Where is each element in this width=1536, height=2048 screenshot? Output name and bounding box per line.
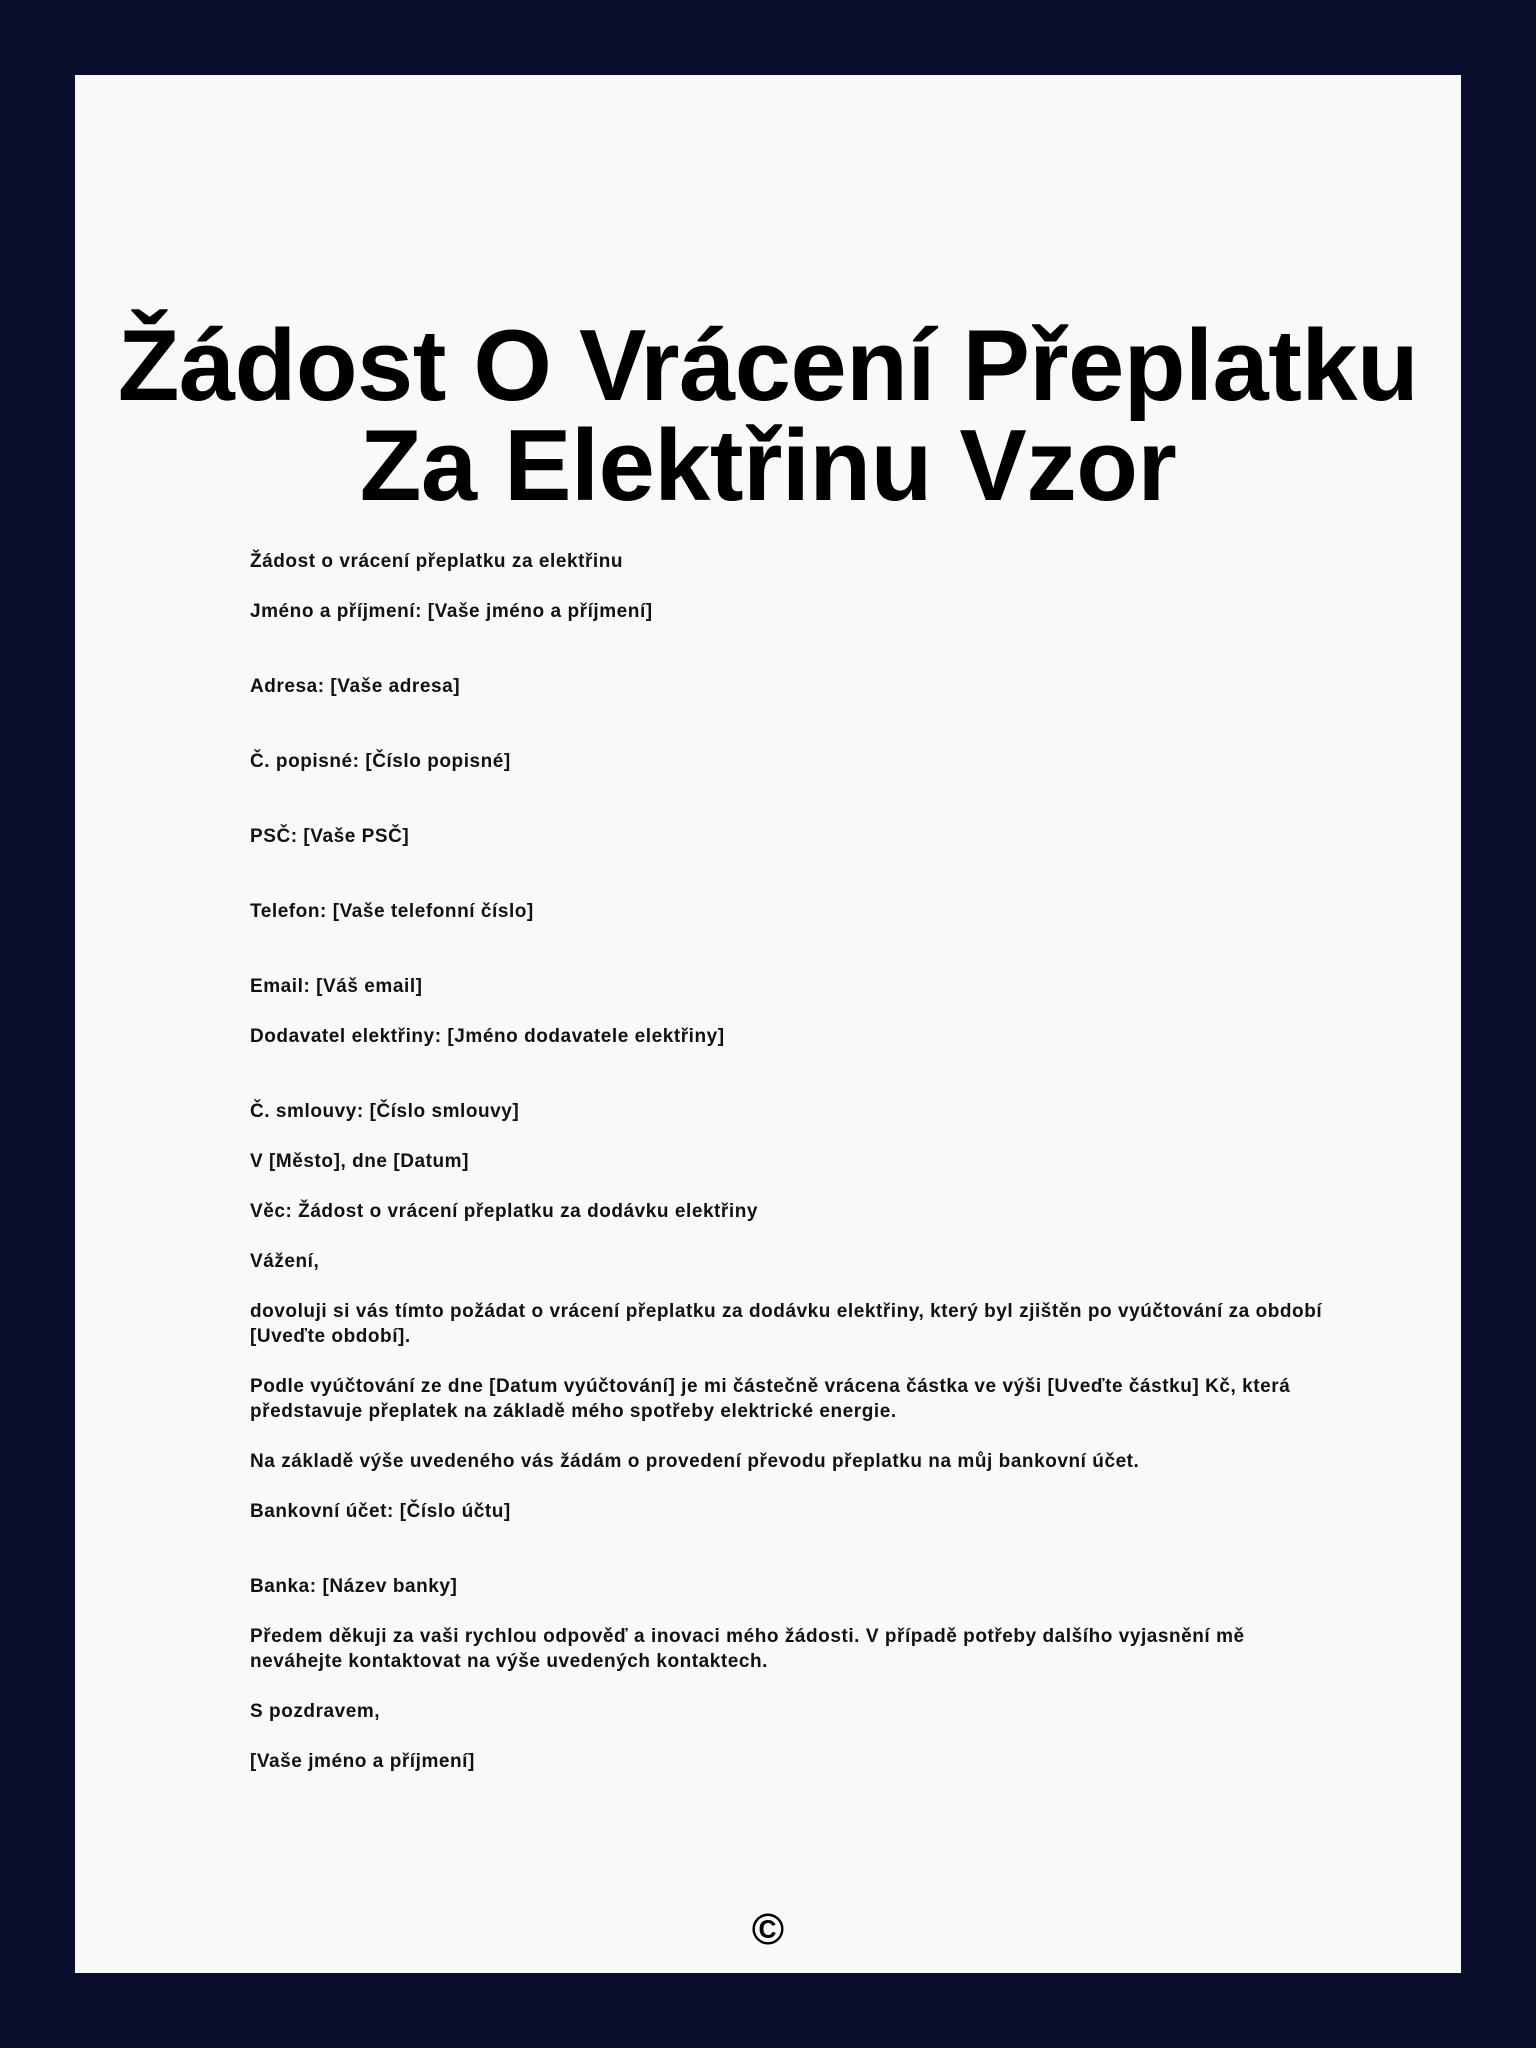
field-bank-account: Bankovní účet: [Číslo účtu]: [250, 1501, 511, 1522]
field-name: Jméno a příjmení: [Vaše jméno a příjmení]: [250, 601, 653, 622]
field-house-number: Č. popisné: [Číslo popisné]: [250, 751, 511, 772]
title-line-1: Žádost O Vrácení Přeplatku: [117, 310, 1419, 422]
letter-body: [250, 549, 1330, 1799]
field-contract-number: Č. smlouvy: [Číslo smlouvy]: [250, 1101, 520, 1122]
paragraph-thanks: Předem děkuji za vaši rychlou odpověď a inovaci mého žádosti. V případě potřeby dalšího vyjasnění mě neváhejte kontaktovat na výše uvedených kontaktech.: [250, 1626, 1245, 1672]
letter-heading: Žádost o vrácení přeplatku za elektřinu: [250, 551, 624, 572]
closing: S pozdravem,: [250, 1701, 381, 1722]
field-phone: Telefon: [Vaše telefonní číslo]: [250, 901, 534, 922]
salutation: Vážení,: [250, 1251, 320, 1272]
signature: [Vaše jméno a příjmení]: [250, 1751, 475, 1772]
place-date: V [Město], dne [Datum]: [250, 1151, 469, 1172]
field-bank: Banka: [Název banky]: [250, 1576, 458, 1597]
field-address: Adresa: [Vaše adresa]: [250, 676, 461, 697]
paragraph-transfer: Na základě výše uvedeného vás žádám o provedení převodu přeplatku na můj bankovní účet.: [250, 1451, 1140, 1472]
field-email: Email: [Váš email]: [250, 976, 423, 997]
page-title: [75, 310, 1461, 522]
field-postal-code: PSČ: [Vaše PSČ]: [250, 826, 410, 847]
paragraph-billing: Podle vyúčtování ze dne [Datum vyúčtování] je mi částečně vrácena částka ve výši [Uveďte částku] Kč, která představuje přeplatek na základě mého spotřeby elektrické energie.: [250, 1376, 1291, 1422]
subject-line: Věc: Žádost o vrácení přeplatku za dodávku elektřiny: [250, 1201, 758, 1222]
document-page: [75, 75, 1461, 1973]
field-supplier: Dodavatel elektřiny: [Jméno dodavatele elektřiny]: [250, 1026, 725, 1047]
paragraph-request: dovoluji si vás tímto požádat o vrácení přeplatku za dodávku elektřiny, který byl zjištěn po vyúčtování za období [Uveďte období].: [250, 1301, 1323, 1347]
copyright-icon: ©: [751, 1905, 785, 1954]
title-line-2: Za Elektřinu Vzor: [359, 410, 1177, 522]
